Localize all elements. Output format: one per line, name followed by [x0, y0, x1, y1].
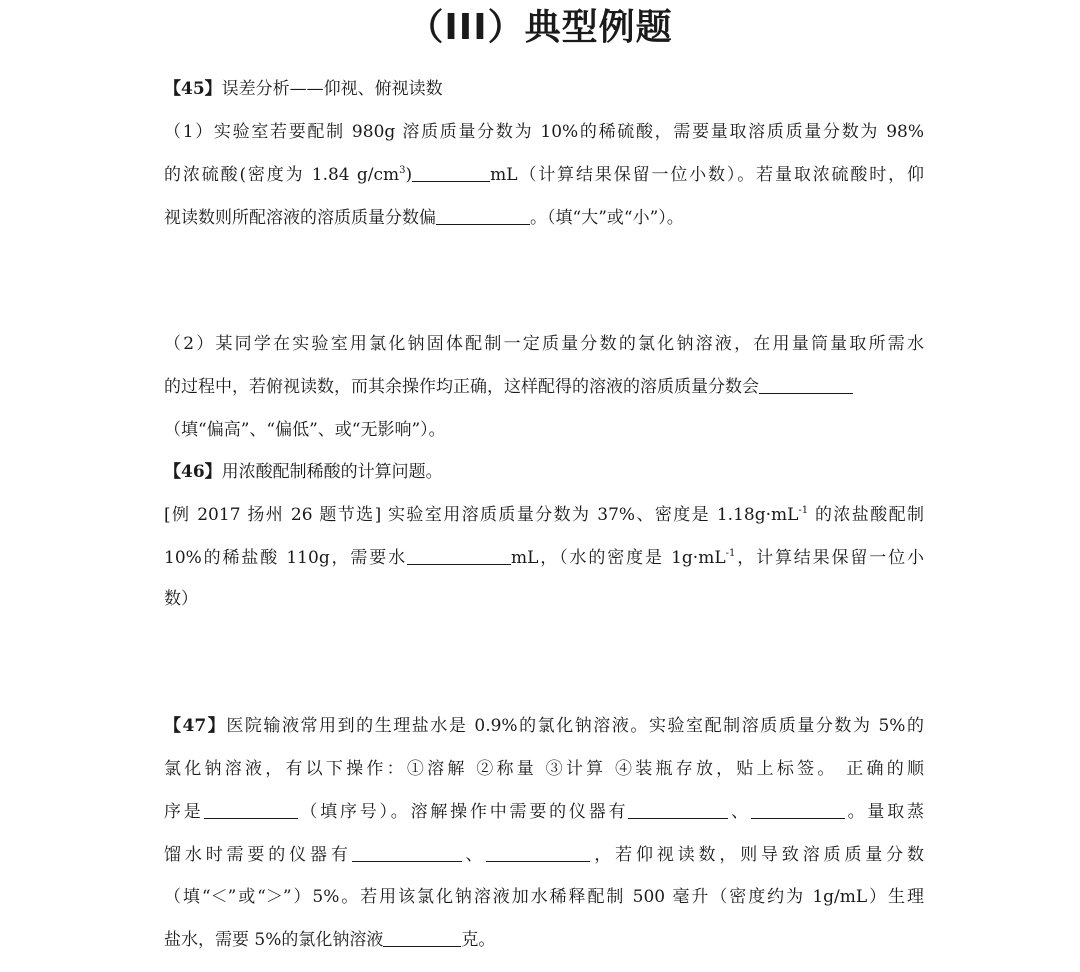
q45-p1-text-c: mL（计算结果保留一位小数）。若量取浓硫酸时，仰 [490, 165, 924, 185]
q45-p1-line2 [164, 162, 924, 188]
q45-p1-line1: （1）实验室若要配制 980g 溶质质量分数为 10%的稀硫酸，需要量取溶质质量分数为 98% [164, 122, 924, 142]
q46-text-d: mL，（水的密度是 1g·mL [511, 548, 726, 568]
q45-answer-blank-effect[interactable] [759, 375, 853, 394]
q47-text-i: 盐水，需要 5%的氯化钠溶液 [164, 930, 384, 950]
q46-sup-1: -1 [798, 505, 809, 516]
q47-answer-blank-instrument-3[interactable] [352, 843, 462, 862]
q47-text-c: （填序号）。溶解操作中需要的仪器有 [297, 802, 629, 822]
q47-answer-blank-instrument-4[interactable] [486, 843, 590, 862]
q45-p1-text-d: 视读数则所配溶液的溶质质量分数偏 [164, 208, 436, 228]
q47-line1 [164, 713, 924, 739]
q47-line6 [164, 927, 924, 953]
q47-answer-blank-instrument-2[interactable] [751, 800, 845, 819]
q46-answer-blank-water[interactable] [407, 546, 511, 565]
q45-p2-text-a: 的过程中，若俯视读数，而其余操作均正确，这样配得的溶液的溶质质量分数会 [164, 377, 759, 397]
q47-text-g: 、 [461, 845, 487, 865]
q47-text-d: 、 [728, 802, 751, 822]
q46-line1 [164, 502, 924, 528]
q46-text-e: ，计算结果保留一位小 [735, 548, 924, 568]
q45-heading-text: 误差分析——仰视、俯视读数 [221, 79, 443, 99]
q45-p1-text-b: ) [405, 165, 413, 185]
q47-text-a: 医院输液常用到的生理盐水是 0.9%的氯化钠溶液。实验室配制溶质质量分数为 5%的 [226, 716, 924, 736]
q47-line4 [164, 842, 924, 868]
q47-text-b: 序是 [164, 802, 204, 822]
q45-p2-line1: （2）某同学在实验室用氯化钠固体配制一定质量分数的氯化钠溶液，在用量筒量取所需水 [164, 334, 924, 354]
q47-answer-blank-instrument-1[interactable] [628, 800, 728, 819]
q47-line3 [164, 799, 924, 825]
q47-text-f: 馏水时需要的仪器有 [164, 845, 352, 865]
q45-p2-line2 [164, 374, 924, 400]
q47-text-h: ，若仰视读数，则导致溶质质量分数 [590, 845, 925, 865]
q45-number: 【45】 [164, 79, 222, 99]
q46-text-a: [例 2017 扬州 26 题节选] 实验室用溶质质量分数为 37%、密度是 1.18g·mL [164, 505, 799, 525]
q47-number: 【47】 [164, 716, 227, 736]
q46-text-c: 10%的稀盐酸 110g，需要水 [164, 548, 408, 568]
q45-answer-blank-ml[interactable] [412, 163, 490, 182]
q45-answer-blank-bias[interactable] [436, 206, 530, 225]
q45-heading [164, 76, 924, 102]
q46-number: 【46】 [164, 462, 222, 482]
q45-p1-line3 [164, 205, 924, 231]
q47-answer-blank-mass[interactable] [383, 928, 461, 947]
q45-p1-text-a: 的浓硫酸(密度为 1.84 g/cm [164, 165, 400, 185]
q47-text-e: 。量取蒸 [844, 802, 925, 822]
q45-p1-sup: 3 [399, 165, 406, 176]
page-title: （III）典型例题 [407, 7, 673, 48]
q47-answer-blank-order[interactable] [204, 800, 298, 819]
q47-line2: 氯化钠溶液，有以下操作：①溶解 ②称量 ③计算 ④装瓶存放，贴上标签。 正确的顺 [164, 759, 924, 779]
q46-sup-2: -1 [725, 548, 736, 559]
q47-text-j: 克。 [461, 930, 496, 950]
q46-line3: 数） [164, 589, 198, 609]
q46-text-b: 的浓盐酸配制 [808, 505, 924, 525]
q46-line2 [164, 545, 924, 571]
q46-heading-text: 用浓酸配制稀酸的计算问题。 [221, 462, 443, 482]
q45-p2-line3: （填“偏高”、“偏低”、或“无影响”）。 [164, 420, 446, 440]
q47-line5: （填“＜”或“＞”）5%。若用该氯化钠溶液加水稀释配制 500 毫升（密度约为 1g/mL）生理 [164, 887, 924, 907]
q45-p1-text-e: 。（填“大”或“小”）。 [530, 208, 684, 228]
q46-heading [164, 459, 924, 485]
